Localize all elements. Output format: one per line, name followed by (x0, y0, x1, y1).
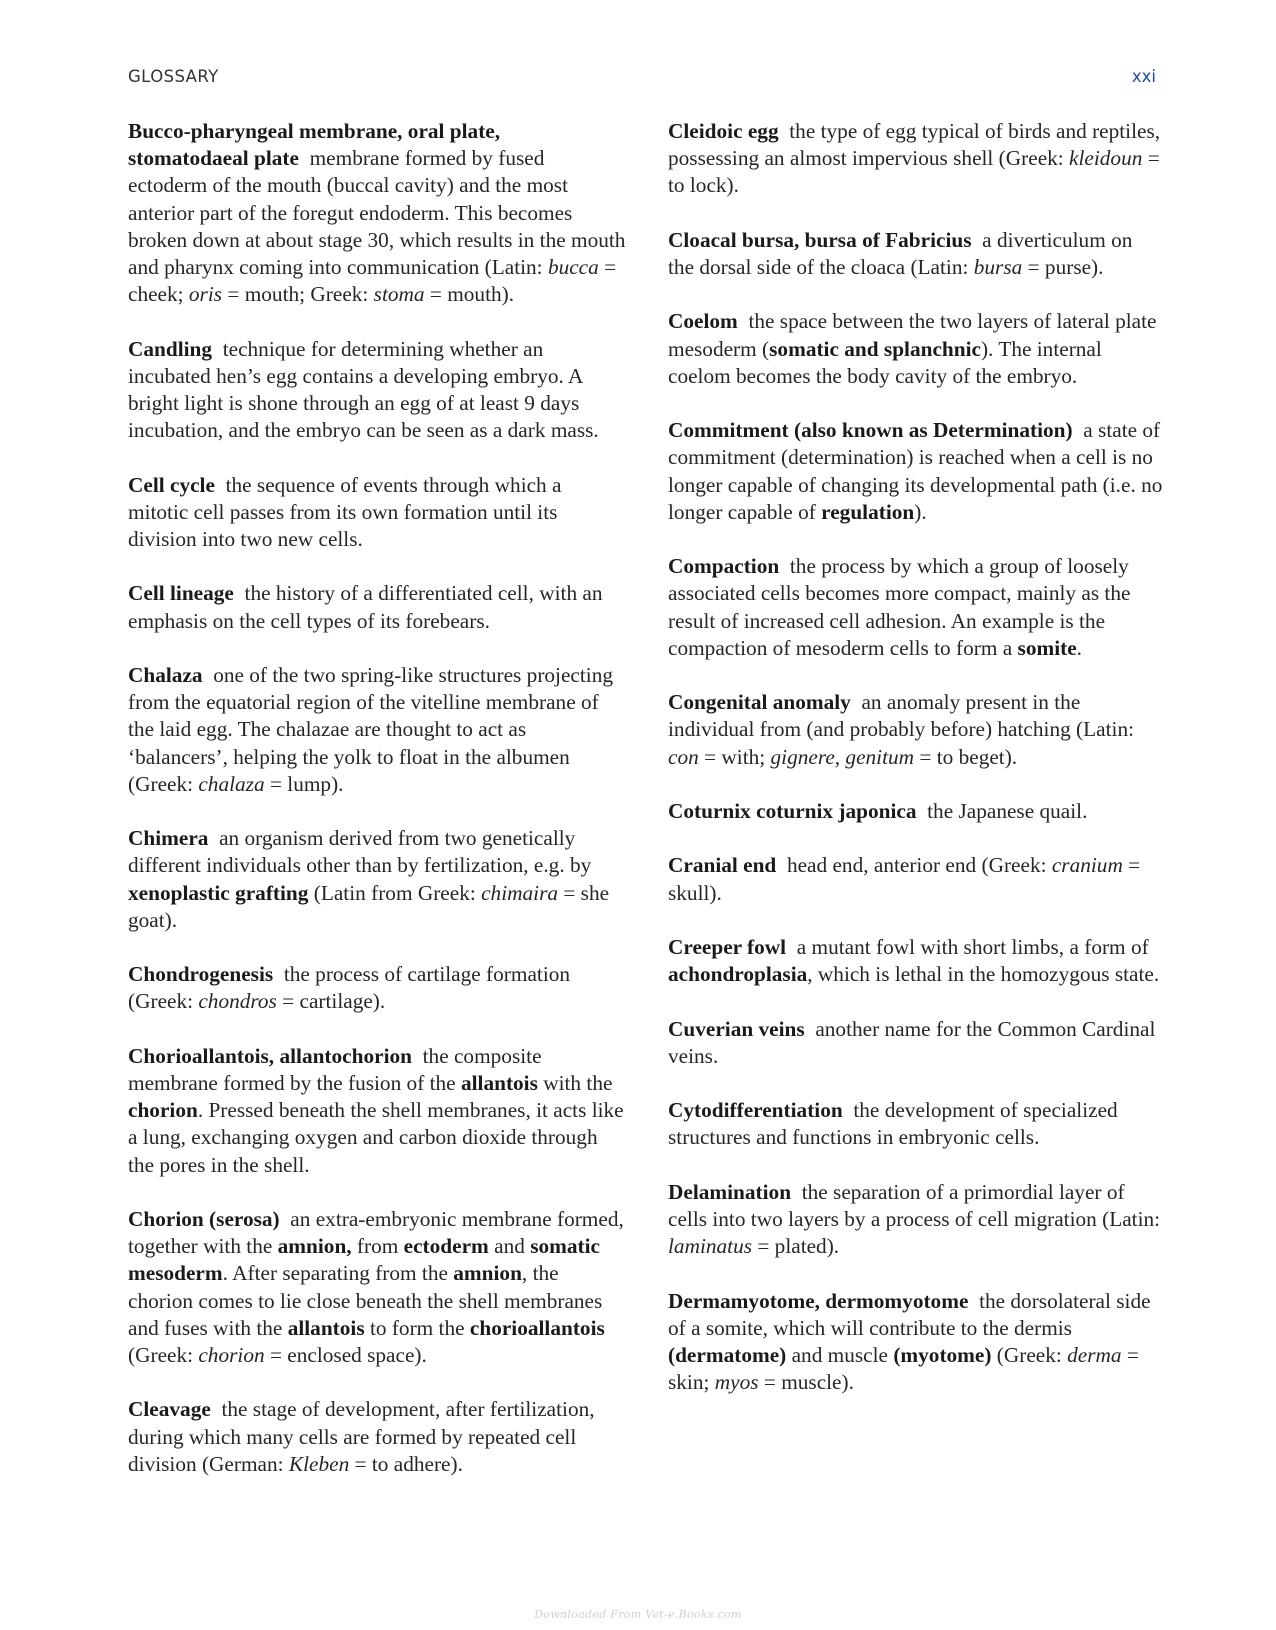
etymology-word: stoma (373, 282, 425, 307)
glossary-term: Cell lineage (128, 581, 234, 606)
cross-reference-term: xenoplastic grafting (128, 880, 309, 905)
etymology-word: oris (188, 282, 223, 307)
definition-text: the composite membrane formed by the fusion of the (128, 1043, 542, 1095)
definition-text: = lump). (264, 771, 344, 796)
definition-text: from (351, 1234, 404, 1259)
definition-text: ). (914, 499, 927, 524)
section-label: GLOSSARY (128, 67, 219, 86)
definition-text: an extra-embryonic membrane formed, together with the (128, 1207, 624, 1259)
glossary-term: Dermamyotome, dermomyotome (668, 1288, 969, 1313)
definition-text: (Greek: (991, 1342, 1068, 1367)
glossary-entry (668, 227, 1163, 281)
cross-reference-term: (dermatome) (668, 1342, 787, 1367)
cross-reference-term: amnion, (277, 1234, 352, 1259)
glossary-entry (668, 417, 1163, 526)
definition-text: (Latin from Greek: (308, 880, 482, 905)
definition-text: = cheek; (128, 255, 617, 307)
definition-text: the process by which a group of loosely associated cells becomes more compact, mainly as the result of increased cell adhesion. An example is the compaction of mesoderm cells to form a (668, 554, 1131, 660)
cross-reference-term: somatic and splanchnic (769, 336, 981, 361)
definition-text: the space between the two layers of lateral plate mesoderm ( (668, 309, 1157, 361)
etymology-word: con (668, 744, 699, 769)
definition-text: = to adhere). (349, 1451, 463, 1476)
glossary-entry (668, 798, 1163, 825)
definition-text: the process of cartilage formation (Greek: (128, 962, 571, 1014)
definition-text: the dorsolateral side of a somite, which will contribute to the dermis (668, 1288, 1151, 1340)
definition-text: the sequence of events through which a mitotic cell passes from its own formation until its division into two new cells. (128, 472, 562, 552)
glossary-term: Coturnix coturnix japonica (668, 798, 917, 823)
glossary-entry (128, 1396, 626, 1478)
glossary-entry (668, 118, 1163, 200)
glossary-entry (668, 689, 1163, 771)
definition-text: the development of specialized structures and functions in embryonic cells. (668, 1098, 1118, 1150)
glossary-entry (128, 1043, 626, 1179)
glossary-term: Cytodifferentiation (668, 1098, 843, 1123)
etymology-word: laminatus (668, 1234, 753, 1259)
glossary-entry (668, 1288, 1163, 1397)
glossary-entry (668, 852, 1163, 906)
etymology-word: gignere, genitum (770, 744, 915, 769)
glossary-column-right (668, 118, 1163, 1424)
etymology-word: bursa (973, 255, 1023, 279)
cross-reference-term: ectoderm (403, 1234, 489, 1259)
definition-text: , the chorion comes to lie close beneath the shell membranes and fuses with the (128, 1261, 603, 1340)
glossary-term: Coelom (668, 309, 738, 334)
definition-text: the type of egg typical of birds and reptiles, possessing an almost impervious shell (Greek: (668, 119, 1161, 171)
glossary-entry (128, 1206, 626, 1369)
cross-reference-term: achondroplasia (668, 962, 808, 987)
definition-text: another name for the Common Cardinal veins. (668, 1016, 1156, 1068)
glossary-term: Commitment (also known as Determination) (668, 418, 1073, 443)
etymology-word: bucca (547, 255, 599, 280)
cross-reference-term: (myotome) (893, 1342, 992, 1367)
definition-text: = purse). (1022, 255, 1104, 279)
glossary-term: Chimera (128, 826, 209, 851)
definition-text: and muscle (786, 1342, 894, 1367)
glossary-term: Chorion (serosa) (128, 1207, 280, 1231)
definition-text: the separation of a primordial layer of cells into two layers by a process of cell migration (Latin: (668, 1179, 1161, 1231)
glossary-term: Compaction (668, 554, 780, 579)
definition-text: = with; (698, 744, 771, 769)
definition-text: = plated). (752, 1234, 840, 1259)
download-watermark: Downloaded From Vet-e.Books.com (534, 1608, 742, 1621)
definition-text: = she goat). (128, 880, 610, 932)
definition-text: . After separating from the (222, 1261, 454, 1286)
glossary-term: Chorioallantois, allantochorion (128, 1043, 412, 1068)
definition-text: (Greek: (128, 1343, 199, 1368)
etymology-word: chalaza (198, 771, 265, 796)
definition-text: a diverticulum on the dorsal side of the cloaca (Latin: (668, 227, 1133, 279)
cross-reference-term: amnion (453, 1261, 522, 1286)
glossary-entry (668, 553, 1163, 662)
glossary-term: Creeper fowl (668, 934, 787, 959)
definition-text: head end, anterior end (Greek: (786, 853, 1052, 878)
definition-text: technique for determining whether an incubated hen’s egg contains a developing embryo. A bright light is shone through an egg of at least 9 days incubation, and the embryo can be seen as a dark mass. (128, 336, 599, 443)
page-number: xxi (1131, 67, 1156, 86)
definition-text: . Pressed beneath the shell membranes, it acts like a lung, exchanging oxygen and carbon dioxide through the pores in the shell. (128, 1098, 624, 1177)
glossary-entry (128, 825, 626, 934)
cross-reference-term: chorioallantois (469, 1315, 605, 1340)
glossary-entry (128, 580, 626, 634)
glossary-term: Cell cycle (128, 472, 215, 497)
cross-reference-term: regulation (821, 499, 915, 524)
definition-text: and (488, 1234, 531, 1259)
definition-text: the history of a differentiated cell, with an emphasis on the cell types of its forebears. (128, 581, 603, 633)
definition-text: membrane formed by fused ectoderm of the mouth (buccal cavity) and the most anterior part of the foregut endoderm. This becomes broken down at about stage 30, which results in the mouth and pharynx coming into communication (Latin: (128, 146, 626, 280)
definition-text: = to lock). (668, 146, 1160, 198)
glossary-term: Delamination (668, 1179, 792, 1204)
cross-reference-term: chorion (128, 1098, 198, 1123)
definition-text: with the (537, 1071, 613, 1095)
glossary-term: Chalaza (128, 663, 203, 687)
glossary-entry (668, 1179, 1163, 1261)
cross-reference-term: allantois (287, 1315, 365, 1340)
definition-text: to form the (364, 1315, 470, 1340)
definition-text: = mouth; Greek: (222, 282, 374, 307)
glossary-term: Cleidoic egg (668, 119, 779, 143)
glossary-term: Bucco-pharyngeal membrane, oral plate, stomatodaeal plate (128, 119, 501, 171)
etymology-word: chorion (198, 1343, 265, 1368)
glossary-entry (128, 662, 626, 798)
etymology-word: chimaira (481, 880, 559, 905)
definition-text: = mouth). (424, 282, 515, 307)
definition-text: = muscle). (758, 1370, 854, 1395)
definition-text: . (1076, 635, 1082, 660)
definition-text: the Japanese quail. (927, 798, 1088, 823)
definition-text: = skull). (668, 853, 1141, 905)
etymology-word: cranium (1051, 853, 1123, 878)
definition-text: = to beget). (914, 744, 1018, 769)
definition-text: an anomaly present in the individual from (and probably before) hatching (Latin: (668, 690, 1135, 742)
glossary-entry (128, 118, 626, 308)
running-head (128, 67, 1156, 91)
glossary-term: Cleavage (128, 1397, 211, 1422)
etymology-word: chondros (198, 989, 277, 1014)
etymology-word: derma (1067, 1342, 1122, 1367)
glossary-entry (668, 934, 1163, 988)
glossary-entry (668, 1016, 1163, 1070)
definition-text: a state of commitment (determination) is reached when a cell is no longer capable of changing its developmental path (i.e. no longer capable of (668, 418, 1163, 524)
definition-text: = enclosed space). (264, 1343, 427, 1368)
glossary-term: Chondrogenesis (128, 962, 274, 987)
glossary-entry (128, 336, 626, 445)
cross-reference-term: somatic mesoderm (128, 1234, 600, 1286)
glossary-term: Candling (128, 336, 213, 361)
definition-text: , which is lethal in the homozygous state. (807, 962, 1160, 987)
glossary-entry (668, 308, 1163, 390)
glossary-term: Cranial end (668, 853, 777, 878)
glossary-term: Congenital anomaly (668, 690, 851, 715)
definition-text: = skin; (668, 1342, 1139, 1395)
cross-reference-term: somite (1017, 635, 1077, 660)
definition-text: ). The internal coelom becomes the body cavity of the embryo. (668, 336, 1102, 388)
etymology-word: myos (714, 1370, 759, 1395)
glossary-column-left (128, 118, 626, 1505)
definition-text: the stage of development, after fertilization, during which many cells are formed by repeated cell division (German: (128, 1397, 595, 1476)
definition-text: an organism derived from two genetically different individuals other than by fertilization, e.g. by (128, 826, 592, 878)
cross-reference-term: allantois (460, 1071, 538, 1095)
glossary-term: Cloacal bursa, bursa of Fabricius (668, 227, 972, 252)
etymology-word: kleidoun (1069, 146, 1143, 171)
definition-text: one of the two spring-like structures projecting from the equatorial region of the vitelline membrane of the laid egg. The chalazae are thought to act as ‘balancers’, helping the yolk to float in the albumen (Greek: (128, 663, 614, 796)
etymology-word: Kleben (288, 1451, 350, 1476)
glossary-entry (668, 1097, 1163, 1151)
glossary-term: Cuverian veins (668, 1016, 805, 1041)
glossary-entry (128, 961, 626, 1015)
definition-text: = cartilage). (276, 989, 386, 1014)
glossary-entry (128, 472, 626, 554)
definition-text: a mutant fowl with short limbs, a form of (796, 934, 1149, 959)
